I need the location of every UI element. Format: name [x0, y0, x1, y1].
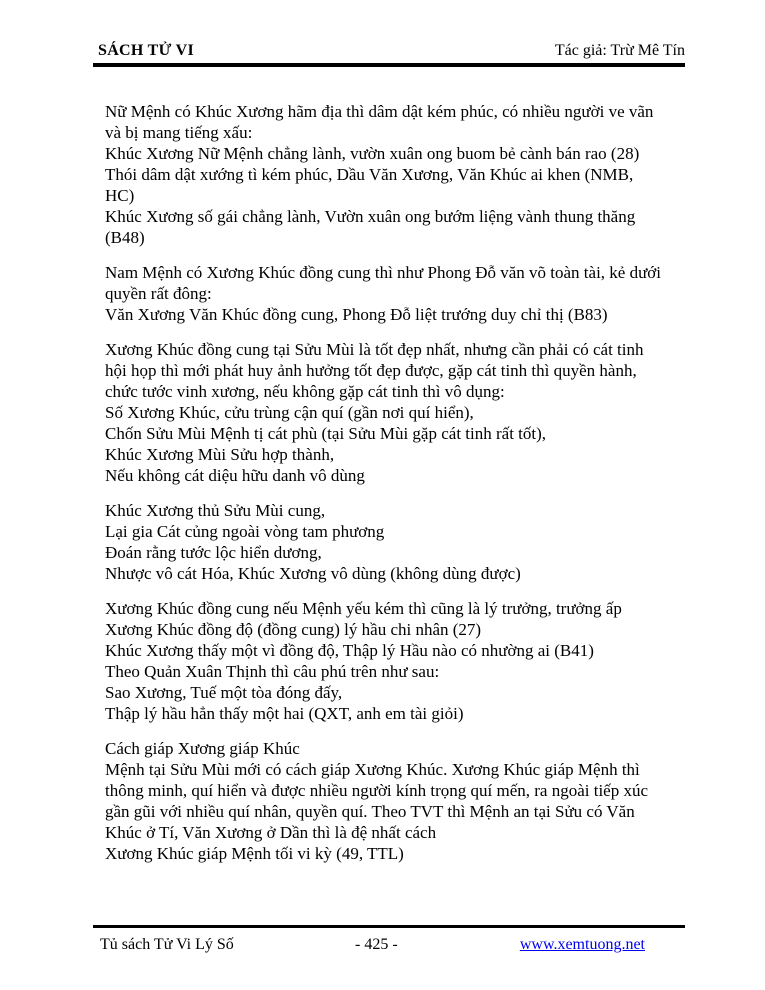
- text-line: Đoán rằng tước lộc hiển dương,: [105, 543, 322, 562]
- page-footer: [93, 925, 685, 953]
- text-line: hội họp thì mới phát huy ảnh hưởng tốt đẹp được, gặp cát tinh thì quyền hành,: [105, 361, 637, 380]
- text-line: Số Xương Khúc, cửu trùng cận quí (gần nơi quí hiển),: [105, 403, 474, 422]
- paragraph: [105, 101, 683, 248]
- text-line: chức tước vinh xương, nếu không gặp cát tinh thì vô dụng:: [105, 382, 505, 401]
- text-line: (B48): [105, 228, 145, 247]
- paragraph: [105, 262, 683, 325]
- text-line: Xương Khúc giáp Mệnh tối vi kỳ (49, TTL): [105, 844, 404, 863]
- text-line: Nhược vô cát Hóa, Khúc Xương vô dùng (không dùng được): [105, 564, 521, 583]
- text-line: và bị mang tiếng xấu:: [105, 123, 253, 142]
- text-line: Cách giáp Xương giáp Khúc: [105, 739, 300, 758]
- text-line: thông minh, quí hiển và được nhiều người kính trọng quí mến, ra ngoài tiếp xúc: [105, 781, 649, 800]
- text-line: Khúc Xương thấy một vì đồng độ, Thập lý Hầu nào có nhường ai (B41): [105, 641, 594, 660]
- footer-website-link[interactable]: www.xemtuong.net: [519, 936, 645, 953]
- text-line: Khúc Xương Nữ Mệnh chẳng lành, vườn xuân ong buom bẻ cành bán rao (28): [105, 144, 640, 163]
- text-line: Văn Xương Văn Khúc đồng cung, Phong Đỗ liệt trướng duy chỉ thị (B83): [105, 305, 608, 324]
- text-line: Xương Khúc đồng cung nếu Mệnh yếu kém thì cũng là lý trưởng, trưởng ấp: [105, 599, 622, 618]
- text-line: Thập lý hầu hẳn thấy một hai (QXT, anh em tài giỏi): [105, 704, 464, 723]
- text-line: Khúc ở Tí, Văn Xương ở Dần thì là đệ nhất cách: [105, 823, 437, 842]
- text-line: Thói dâm dật xướng tì kém phúc, Dầu Văn Xương, Văn Khúc ai khen (NMB,: [105, 165, 634, 184]
- text-line: Sao Xương, Tuế một tòa đóng đấy,: [105, 683, 343, 702]
- text-line: Khúc Xương Mùi Sửu hợp thành,: [105, 445, 335, 464]
- paragraph: [105, 500, 683, 584]
- text-line: Nếu không cát diệu hữu danh vô dùng: [105, 466, 365, 485]
- footer-series-title: Tủ sách Tử Vi Lý Số: [100, 936, 234, 953]
- paragraph: [105, 738, 683, 864]
- text-line: gần gũi với nhiều quí nhân, quyền quí. Theo TVT thì Mệnh an tại Sửu có Văn: [105, 802, 635, 821]
- text-line: Lại gia Cát củng ngoài vòng tam phương: [105, 522, 385, 541]
- paragraph: [105, 339, 683, 486]
- page-header: [93, 42, 685, 67]
- text-line: Nam Mệnh có Xương Khúc đồng cung thì như Phong Đỗ văn võ toàn tài, kẻ dưới: [105, 263, 662, 282]
- text-line: Nữ Mệnh có Khúc Xương hãm địa thì dâm dật kém phúc, có nhiều người ve vãn: [105, 102, 654, 121]
- text-line: Xương Khúc đồng độ (đồng cung) lý hầu chi nhân (27): [105, 620, 482, 639]
- text-line: Chốn Sửu Mùi Mệnh tị cát phù (tại Sửu Mùi gặp cát tinh rất tốt),: [105, 424, 547, 443]
- footer-page-number: - 425 -: [355, 936, 398, 953]
- text-line: Khúc Xương số gái chẳng lành, Vườn xuân ong bướm liệng vành thung thăng: [105, 207, 636, 226]
- text-line: HC): [105, 186, 135, 205]
- text-line: Xương Khúc đồng cung tại Sửu Mùi là tốt đẹp nhất, nhưng cần phải có cát tinh: [105, 340, 644, 359]
- document-body: [105, 101, 683, 878]
- paragraph: [105, 598, 683, 724]
- header-author: Tác giả: Trừ Mê Tín: [554, 42, 685, 59]
- header-book-title: SÁCH TỬ VI: [98, 42, 195, 59]
- text-line: Theo Quản Xuân Thịnh thì câu phú trên như sau:: [105, 662, 440, 681]
- text-line: quyền rất đông:: [105, 284, 212, 303]
- text-line: Khúc Xương thủ Sửu Mùi cung,: [105, 501, 326, 520]
- text-line: Mệnh tại Sửu Mùi mới có cách giáp Xương Khúc. Xương Khúc giáp Mệnh thì: [105, 760, 640, 779]
